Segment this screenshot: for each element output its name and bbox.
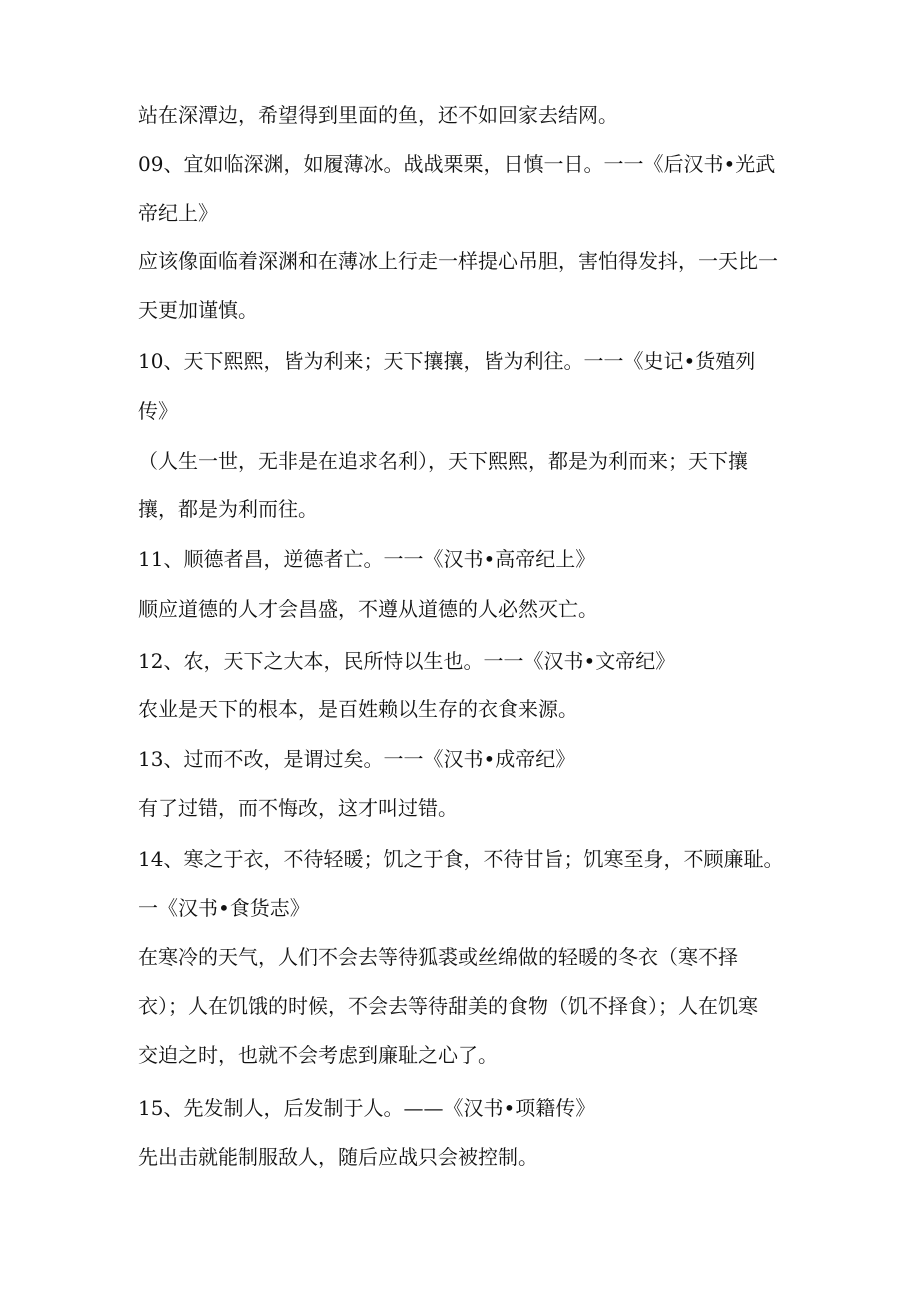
quote-source-line: 帝纪上》	[138, 201, 218, 225]
translation-line: （人生一世，无非是在追求名利），天下熙熙，都是为利而来；天下攘	[138, 449, 748, 473]
translation-line: 交迫之时，也就不会考虑到廉耻之心了。	[138, 1043, 498, 1067]
translation-line: 攘，都是为利而往。	[138, 497, 318, 521]
translation-line: 衣）；人在饥饿的时候，不会去等待甜美的食物（饥不择食）；人在饥寒	[138, 994, 758, 1018]
quote-line: 11、顺德者昌，逆德者亡。一一《汉书•高帝纪上》	[138, 547, 596, 571]
quote-line: 13、过而不改，是谓过矣。一一《汉书•成帝纪》	[138, 747, 576, 771]
quote-line: 14、寒之于衣，不待轻暖；饥之于食，不待甘旨；饥寒至身，不顾廉耻。	[138, 847, 784, 871]
translation-line: 在寒冷的天气，人们不会去等待狐裘或丝绵做的轻暖的冬衣（寒不择	[138, 945, 738, 969]
translation-line: 农业是天下的根本，是百姓赖以生存的衣食来源。	[138, 697, 578, 721]
translation-line: 应该像面临着深渊和在薄冰上行走一样提心吊胆，害怕得发抖，一天比一	[138, 249, 778, 273]
quote-line: 12、农，天下之大本，民所恃以生也。一一《汉书•文帝纪》	[138, 649, 676, 673]
translation-line: 天更加谨慎。	[138, 298, 258, 322]
translation-line: 有了过错，而不悔改，这才叫过错。	[138, 796, 458, 820]
quote-source-line: 一《汉书•食货志》	[138, 896, 310, 920]
quote-line: 09、宜如临深渊，如履薄冰。战战栗栗，日慎一日。一一《后汉书•光武	[138, 152, 776, 176]
text-line: 站在深潭边，希望得到里面的鱼，还不如回家去结网。	[138, 103, 618, 127]
quote-line: 10、天下熙熙，皆为利来；天下攘攘，皆为利往。一一《史记•货殖列	[138, 349, 756, 373]
quote-line: 15、先发制人，后发制于人。——《汉书•项籍传》	[138, 1096, 596, 1120]
translation-line: 顺应道德的人才会昌盛，不遵从道德的人必然灭亡。	[138, 597, 598, 621]
translation-line: 先出击就能制服敌人，随后应战只会被控制。	[138, 1145, 538, 1169]
quote-source-line: 传》	[138, 399, 178, 423]
